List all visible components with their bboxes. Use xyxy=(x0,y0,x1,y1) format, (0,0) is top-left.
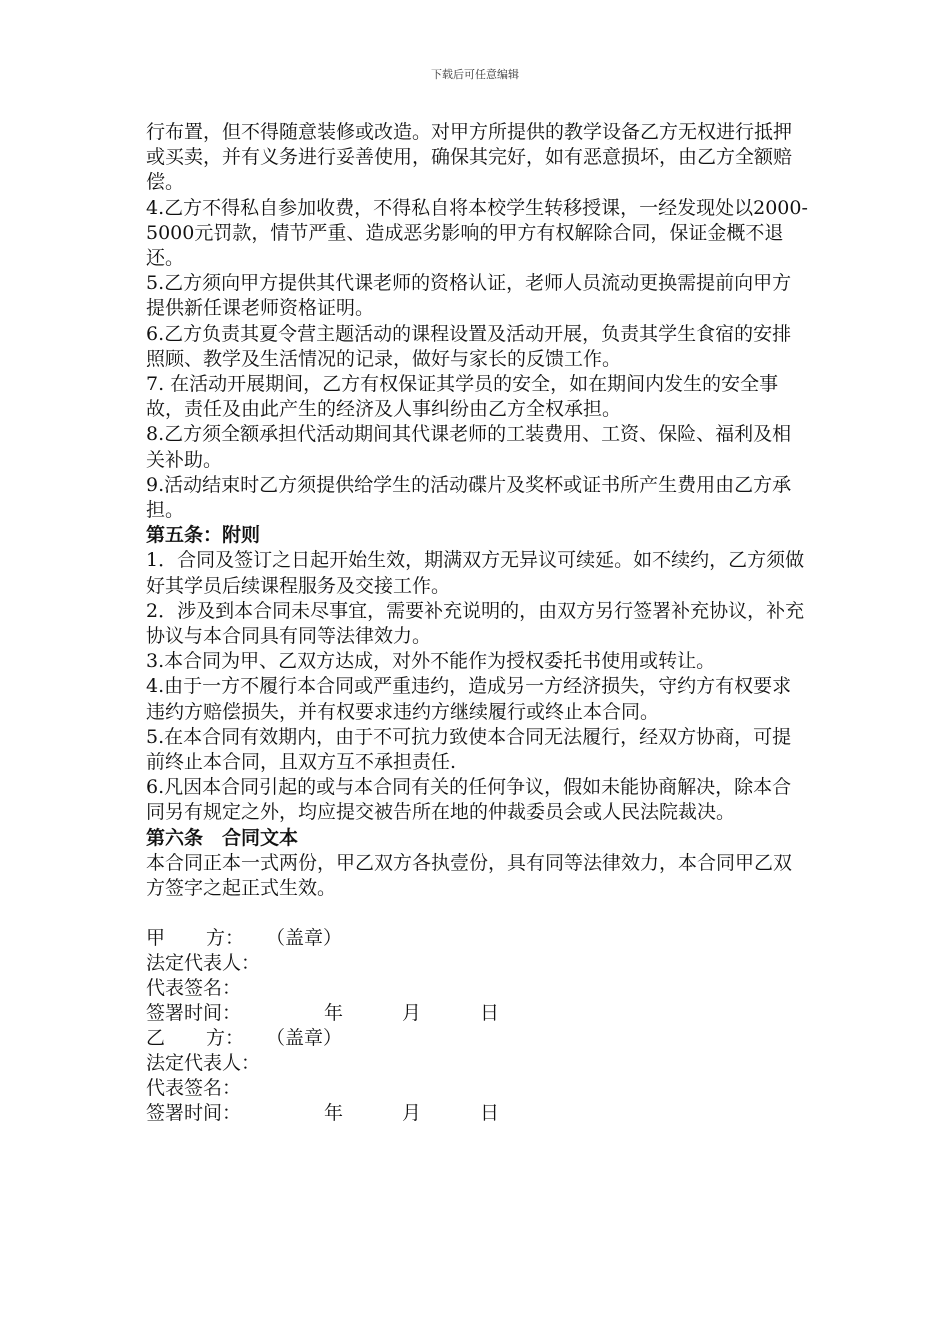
section-5-item-2: 2．涉及到本合同未尽事宜，需要补充说明的，由双方另行签署补充协议，补充协议与本合同具有同等法律效力。 xyxy=(146,599,805,648)
section-5-item-6: 6.凡因本合同引起的或与本合同有关的任何争议，假如未能协商解决，除本合同另有规定之外，均应提交被告所在地的仲裁委员会或人民法院裁决。 xyxy=(146,776,792,824)
party-a-rep-sign-label: 代表签名： xyxy=(146,977,242,1000)
party-a-seal: （盖章） xyxy=(266,927,343,950)
party-b-sign-time-label: 签署时间： xyxy=(146,1102,242,1125)
clause-4: 4.乙方不得私自参加收费，不得私自将本校学生转移授课，一经发现处以2000-5000元罚款，情节严重、造成恶劣影响的甲方有权解除合同，保证金概不退还。 xyxy=(146,196,808,270)
clause-6: 6.乙方负责其夏令营主题活动的课程设置及活动开展，负责其学生食宿的安排照顾、教学及生活情况的记录，做好与家长的反馈工作。 xyxy=(146,322,792,370)
party-b-rep-sign-label: 代表签名： xyxy=(146,1077,242,1100)
section-6-title: 第六条 合同文本 xyxy=(146,826,299,849)
party-b-seal-row xyxy=(146,1026,810,1051)
spacer xyxy=(146,901,810,926)
party-b-year: 年 xyxy=(324,1102,344,1125)
party-a-sign-time-label: 签署时间： xyxy=(146,1002,242,1025)
clause-7: 7. 在活动开展期间，乙方有权保证其学员的安全，如在期间内发生的安全事故，责任及由此产生的经济及人事纠纷由乙方全权承担。 xyxy=(146,373,779,421)
party-b-legal-rep xyxy=(146,1051,810,1076)
section-5-title: 第五条：附则 xyxy=(146,524,261,547)
party-b-day: 日 xyxy=(480,1102,500,1125)
party-a-char1: 甲 xyxy=(146,927,166,950)
party-a-legal-rep xyxy=(146,951,810,976)
party-b-char2: 方： xyxy=(206,1027,245,1050)
party-b-seal: （盖章） xyxy=(266,1027,343,1050)
clause-8: 8.乙方须全额承担代活动期间其代课老师的工装费用、工资、保险、福利及相关补助。 xyxy=(146,423,792,471)
section-5-item-5: 5.在本合同有效期内，由于不可抗力致使本合同无法履行，经双方协商，可提前终止本合同，且双方互不承担责任. xyxy=(146,725,792,774)
section-5-item-3: 3.本合同为甲、乙双方达成，对外不能作为授权委托书使用或转让。 xyxy=(146,650,716,673)
party-b-char1: 乙 xyxy=(146,1027,166,1050)
party-a-seal-row xyxy=(146,926,810,951)
section-5-item-4: 4.由于一方不履行本合同或严重违约，造成另一方经济损失，守约方有权要求违约方赔偿损失，并有权要求违约方继续履行或终止本合同。 xyxy=(146,675,792,723)
party-b-sign-time xyxy=(146,1101,810,1126)
section-5-item-1: 1．合同及签订之日起开始生效，期满双方无异议可续延。如不续约，乙方须做好其学员后续课程服务及交接工作。 xyxy=(146,549,805,597)
clause-9: 9.活动结束时乙方须提供给学生的活动碟片及奖杯或证书所产生费用由乙方承担。 xyxy=(146,473,792,522)
contract-body xyxy=(146,120,810,1126)
party-b-legal-rep-label: 法定代表人： xyxy=(146,1052,261,1075)
party-a-day: 日 xyxy=(480,1002,500,1025)
party-b-month: 月 xyxy=(402,1102,422,1125)
page-header-note: 下载后可任意编辑 xyxy=(431,68,519,81)
party-a-char2: 方： xyxy=(206,927,245,950)
party-a-legal-rep-label: 法定代表人： xyxy=(146,952,261,975)
party-b-rep-sign xyxy=(146,1076,810,1101)
clause-paragraph: 行布置，但不得随意装修或改造。对甲方所提供的教学设备乙方无权进行抵押或买卖，并有义务进行妥善使用，确保其完好，如有恶意损坏，由乙方全额赔偿。 xyxy=(146,121,793,194)
section-6-text: 本合同正本一式两份，甲乙双方各执壹份，具有同等法律效力，本合同甲乙双方签字之起正式生效。 xyxy=(146,851,793,900)
party-a-year: 年 xyxy=(324,1002,344,1025)
clause-5: 5.乙方须向甲方提供其代课老师的资格认证，老师人员流动更换需提前向甲方提供新任课老师资格证明。 xyxy=(146,272,792,320)
party-a-rep-sign xyxy=(146,976,810,1001)
party-a-sign-time xyxy=(146,1001,810,1026)
party-a-month: 月 xyxy=(402,1002,422,1025)
